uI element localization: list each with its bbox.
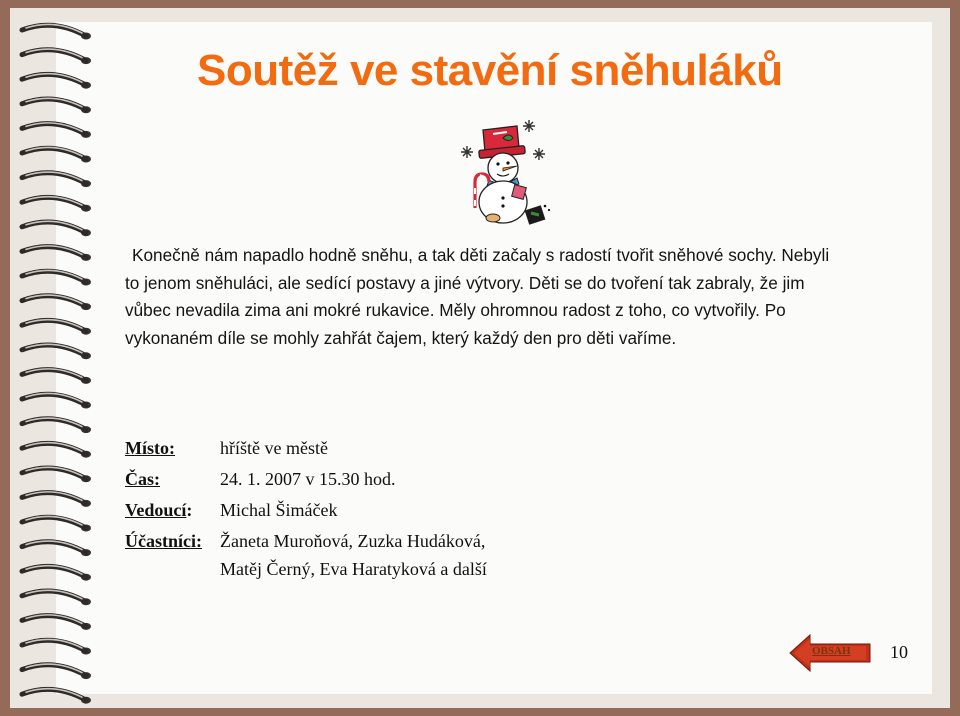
leader-colon: : [186,500,193,520]
time-value: 24. 1. 2007 v 15.30 hod. [220,469,396,489]
spiral-binding-icon [0,0,110,716]
contents-nav-button[interactable] [788,632,872,674]
contents-nav-label[interactable]: OBSAH [812,645,851,657]
participants-label: Účastníci: [125,531,202,551]
slide-page [10,8,950,708]
leader-label-wrap [125,500,192,521]
snowman-clipart-icon [455,118,555,228]
place-value: hříště ve městě [220,438,328,458]
participants-line-2: Matěj Černý, Eva Haratyková a další [220,559,487,579]
page-title: Soutěž ve stavění sněhuláků [197,46,783,95]
time-label: Čas: [125,469,160,489]
article-paragraph: Konečně nám napadlo hodně sněhu, a tak děti začaly s radostí tvořit sněhové sochy. Nebyli to jenom sněhuláci, ale sedící postavy a jiné výtvory. Děti se do tvoření tak zabraly, že jim vůbec nevadila zima ani mokré rukavice. Měly ohromnou radost z toho, co vytvořily. Po vykonaném díle se mohly zahřát čajem, který každý den pro děti vaříme. [125,245,830,348]
participants-line-1: Žaneta Muroňová, Zuzka Hudáková, [220,531,486,551]
place-label: Místo: [125,438,175,458]
leader-label: Vedoucí [125,500,187,520]
article-text [125,242,840,352]
page-number: 10 [890,642,908,662]
leader-value: Michal Šimáček [220,500,338,520]
